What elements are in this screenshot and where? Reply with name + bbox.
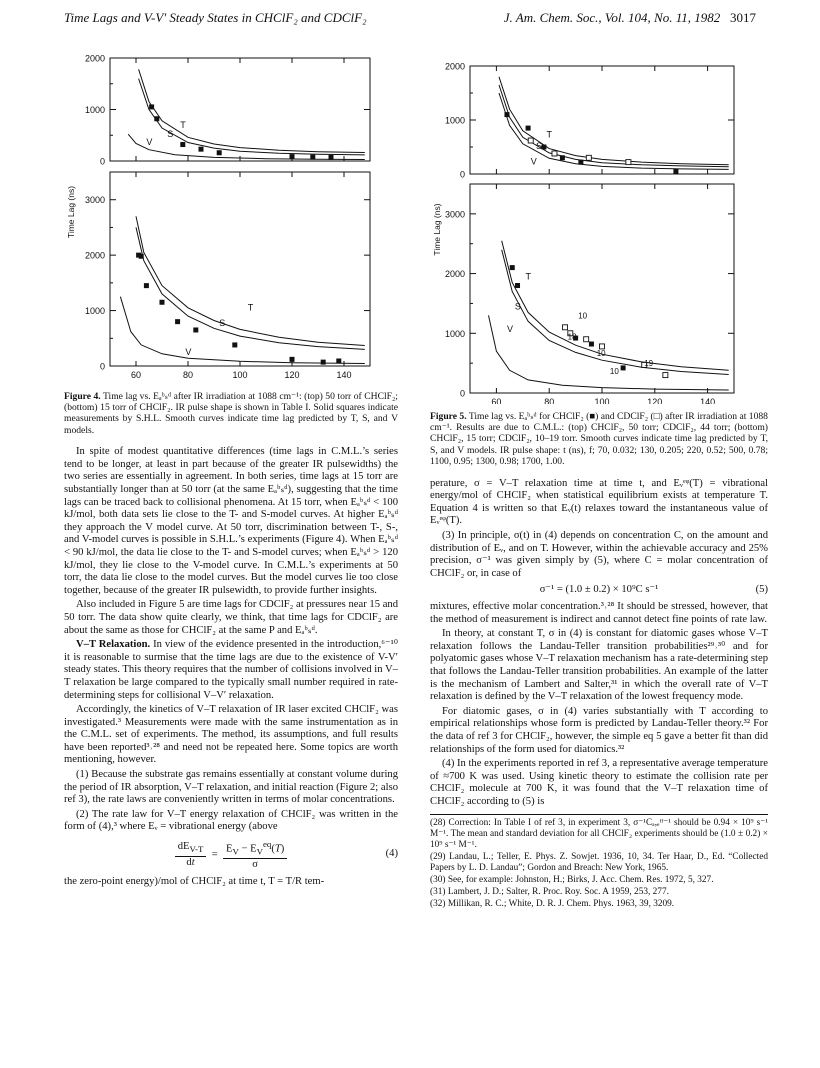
y-tick-label: 0 xyxy=(99,361,105,372)
data-point-filled xyxy=(139,254,144,259)
figure-4-label: Figure 4. xyxy=(64,390,101,402)
equation-body: σ⁻¹ = (1.0 ± 0.2) × 10⁹C s⁻¹ xyxy=(539,584,659,596)
running-header xyxy=(64,4,756,30)
model-curve-S xyxy=(499,85,729,167)
paragraph: (1) Because the substrate gas remains essentially at constant volume during the period of IR absorption, V–T relaxation, and initial reaction (Figure 2; also ref 3), the rate laws are conveniently written in terms of molar concentrations. xyxy=(64,769,398,806)
data-point-filled xyxy=(621,365,626,370)
model-curve-T xyxy=(502,241,729,371)
reference-item: (32) Millikan, R. C.; White, D. R. J. Chem. Phys. 1963, 39, 3209. xyxy=(430,899,675,910)
x-tick-label: 140 xyxy=(336,370,352,380)
paragraph: (3) In principle, σ(t) in (4) depends on concentration C, on the amount and distribution of Eᵥ, and on T. However, within the achievable accuracy and 25% precision, σ⁻¹ was given simply by (5), where C = molar concentration of CHClF₂ or, in case of xyxy=(430,530,768,579)
curve-label: 18 xyxy=(567,332,577,342)
curve-label: S xyxy=(536,141,543,152)
model-curve-S xyxy=(502,250,729,375)
y-tick-label: 2000 xyxy=(84,250,105,261)
plot-frame xyxy=(470,66,734,174)
data-point-open xyxy=(584,337,589,342)
curve-label: V xyxy=(185,346,192,357)
data-point-open xyxy=(563,325,568,330)
reference-item: (30) See, for example: Johnston, H.; Birks, J. Acc. Chem. Res. 1972, 5, 327. xyxy=(430,875,714,886)
curve-label: V xyxy=(530,156,537,167)
plot-panel-bottom xyxy=(85,172,370,372)
data-point-filled xyxy=(290,357,295,362)
figure-5-label: Figure 5. xyxy=(430,410,467,422)
model-curve-T xyxy=(139,69,365,152)
y-axis-label: Time Lag (ns) xyxy=(66,185,76,239)
paragraph: (4) In the experiments reported in ref 3, a representative average temperature of ≈700 K was used. Using kinetic theory to estimate the collision rate per CHClF₂ molecule at 700 K, it was found that the V–T relaxation time of CHClF₂ according to (5) is xyxy=(430,758,768,807)
paragraph: the zero-point energy)/mol of CHClF₂ at time t, T = T/R tem- xyxy=(64,875,325,887)
data-point-filled xyxy=(329,155,334,160)
x-tick-label: 140 xyxy=(700,397,716,404)
curve-label: T xyxy=(180,120,186,131)
paragraph: In spite of modest quantitative differences (time lags in C.M.L.’s series tend to be longer, at least in part because of the greater IR pulsewidths) the two series are essentially in agreement. In both series, time lags at 15 torr are substantially longer than at 50 torr (at the same Eₐᵇₛᵈ), suggesting that the time lags can be traced back to collisional phenomena. At 15 torr, when Eₐᵇₛᵈ < 100 kJ/mol, both data sets lie close to the T- and S-model curves. At higher Eₐᵇₛᵈ they approach the V model curve. At 50 torr, discrimination between T-, S-, and V-model curves is possible in S.H.L.’s experiments (Figure 4). When Eₐᵇₛᵈ < 90 kJ/mol, the data lie close to the T- and S-model curves; when Eₐᵇₛᵈ > 120 kJ/mol, they lie close to the V-model curve. In C.M.L.’s experiments at 50 torr, the data lie close to the model curves. But the model curves lie too close together, because of the greater IR pulsewidth, to provide further insights. xyxy=(64,446,398,596)
curve-label: S xyxy=(167,128,174,139)
data-point-filled xyxy=(336,359,341,364)
journal-citation: J. Am. Chem. Soc., Vol. 104, No. 11, 1982 xyxy=(503,10,721,25)
curve-label: 10 xyxy=(596,348,606,358)
x-tick-label: 100 xyxy=(594,397,610,404)
figure-4-caption xyxy=(64,391,398,437)
equation-rhs: $\frac{E_V - E_V^{eq}(T)}{\sigma}$ xyxy=(223,838,287,872)
paragraph-text: In view of the evidence presented in the introduction,⁶⁻¹⁰ it is reasonable to surmise that the time lags are due to the existence of V-V′ steady states. This theory requires that the number of collisions involved in V–T relaxation be large compared to the typically small number required in rate-determining steps for collisional V–V′ relaxation. xyxy=(64,639,399,701)
data-point-filled xyxy=(310,155,315,160)
y-tick-label: 1000 xyxy=(84,105,105,115)
data-point-filled xyxy=(589,342,594,347)
curve-label: 19 xyxy=(644,359,654,369)
y-tick-label: 2000 xyxy=(84,53,105,64)
model-curve-T xyxy=(499,77,729,165)
data-point-filled xyxy=(175,319,180,324)
y-tick-label: 1000 xyxy=(84,306,105,317)
data-point-open xyxy=(663,373,668,378)
data-point-filled xyxy=(180,142,185,147)
data-point-filled xyxy=(217,150,222,155)
header-title-left: Time Lags and V-V′ Steady States in CHClF₂ and CDClF₂ xyxy=(64,10,367,25)
curve-label: V xyxy=(146,137,153,148)
x-tick-label: 120 xyxy=(284,370,300,380)
data-point-filled xyxy=(160,300,165,305)
curve-label: S xyxy=(514,301,521,312)
plot-frame xyxy=(470,184,734,393)
data-point-filled xyxy=(193,327,198,332)
figure-5-caption xyxy=(430,411,768,468)
data-point-filled xyxy=(560,155,565,160)
y-tick-label: 1000 xyxy=(444,115,465,126)
right-column xyxy=(430,44,768,911)
curve-label: S xyxy=(219,318,226,329)
data-point-filled xyxy=(510,265,515,270)
data-point-filled xyxy=(541,145,546,150)
figure-5-caption-text: Time lag vs. Eₐᵇₛᵈ for CHClF₂ (■) and CDClF₂ (□) after IR irradiation at 1088 cm⁻¹. Results are due to C.M.L.: (top) CHClF₂, 50 torr; CDClF₂, 44 torr; (bottom) CHClF₂, 15 torr; CDClF₂, 10–19 torr. Smooth curves indicate time lag predicted by T, S, and V models. IR pulse shape: t (ns), f; 70, 0.032; 130, 0.205; 220, 0.52; 500, 0.78; 1100, 0.95; 1300, 0.98; 1700, 1.00. xyxy=(430,410,768,468)
y-tick-label: 1000 xyxy=(444,328,465,339)
paragraph: Accordingly, the kinetics of V–T relaxation of IR laser excited CHClF₂ was investigated.³ Measurements were made with the same instrumentation as in the C.M.L. set of experiments. The method, its assumptions, and full results have been reported³˒²⁸ and need not be repeated here. Some topics are worth mentioning, however. xyxy=(64,704,398,766)
plot-panel-top xyxy=(445,62,734,180)
curve-label: 10 xyxy=(578,311,588,321)
data-point-filled xyxy=(154,116,159,121)
equation-number: (4) xyxy=(385,848,398,860)
x-tick-label: 80 xyxy=(544,397,555,404)
paragraph: mixtures, effective molar concentration.³˒²⁸ It should be stressed, however, that the method of measurement is indirect and cannot detect fine points of rate law. xyxy=(430,600,768,625)
data-point-filled xyxy=(504,112,509,117)
data-point-filled xyxy=(515,283,520,288)
page-number: 3017 xyxy=(730,10,756,25)
paragraph: For diatomic gases, σ in (4) varies substantially with T according to empirical relationships whose form is predicted by Landau-Teller theory.³² For the data of ref 3 for CHClF₂, however, the simple eq 5 gave a better fit than did relationships of the form used for diatomics.³² xyxy=(430,705,768,755)
reference-item: (31) Lambert, J. D.; Salter, R. Proc. Roy. Soc. A 1959, 253, 277. xyxy=(430,887,669,898)
figure-4-caption-text: Time lag vs. Eₐᵇₛᵈ after IR irradiation at 1088 cm⁻¹: (top) 50 torr of CHClF₂; (bottom) 15 torr of CHClF₂. IR pulse shape is shown in Table I. Solid squares indicate measurements by S.H.L. Smooth curves indicate time lag predicted by T, S, and V models. xyxy=(64,390,398,436)
y-tick-label: 3000 xyxy=(444,209,465,220)
model-curve-V xyxy=(489,315,729,390)
data-point-filled xyxy=(321,360,326,365)
plot-panel-top xyxy=(85,54,370,167)
data-point-filled xyxy=(144,283,149,288)
paragraph: Also included in Figure 5 are time lags for CDClF₂ at pressures near 15 and 50 torr. The data show quite clearly, we think, that time lags for CDClF₂ are about the same as those for CHClF₂ at the same P and Eₐᵇₛᵈ. xyxy=(64,599,398,636)
paragraph: perature, σ = V–T relaxation time at time t, and Eᵥᵉᵠ(T) = vibrational energy/mol of CHClF₂ when statistical equilibrium exists at temperature T. Equation 4 is written so that Eᵥ(t) relaxes toward the instantaneous value of Eᵥᵉᵠ(T). xyxy=(430,477,768,527)
curve-label: V xyxy=(506,324,513,335)
data-point-open xyxy=(552,151,557,156)
model-curve-S xyxy=(139,79,365,155)
x-tick-label: 60 xyxy=(491,397,502,404)
curve-label: T xyxy=(546,129,553,140)
equation-5 xyxy=(430,584,768,597)
figure-5-plot xyxy=(430,44,768,404)
equation-4: $\frac{dE_{V-T}}{dt}$ = $\frac{E_V - E_V^{eq}(T)}{\sigma}$ (4) xyxy=(64,838,398,872)
x-tick-label: 100 xyxy=(232,370,248,380)
x-axis-label xyxy=(214,382,267,384)
model-curve-T xyxy=(136,216,365,345)
data-point-filled xyxy=(673,169,678,174)
paragraph xyxy=(64,639,398,702)
data-point-filled xyxy=(526,126,531,131)
data-point-filled xyxy=(578,160,583,165)
equation-number: (5) xyxy=(755,584,768,596)
data-point-filled xyxy=(290,154,295,159)
data-point-open xyxy=(528,138,533,143)
curve-label: 10 xyxy=(609,366,619,376)
paragraph: In theory, at constant T, σ in (4) is constant for diatomic gases whose V–T relaxation follows the Landau-Teller transition probabilities²⁹˒³⁰ and for polyatomic gases whose V–T relaxation mechanism has a rate-determining step that follows the Landau-Teller transition probabilities. An example of the latter is the mechanism of Lambert and Salter,³¹ in which the overall rate of V–T relaxation is defined by the V–T relaxation of the lowest frequency mode. xyxy=(430,628,768,703)
y-tick-label: 0 xyxy=(99,156,105,167)
x-tick-label: 120 xyxy=(647,397,663,404)
reference-item: (28) Correction: In Table I of ref 3, in experiment 3, σ⁻¹Cₐ,ₑᶠᶠ⁻¹ should be 0.94 × 10⁹ s⁻¹ M⁻¹. The mean and standard deviation for all CHClF₂ experiments should be (1.0 ± 0.2) × 10⁹ s⁻¹ M⁻¹. xyxy=(430,818,768,851)
x-tick-label: 80 xyxy=(182,370,194,380)
data-point-filled xyxy=(149,104,154,109)
footnotes xyxy=(430,814,768,910)
curve-label: T xyxy=(525,271,531,282)
figure-4-plot xyxy=(64,44,398,384)
plot-frame xyxy=(110,172,370,366)
paragraph: (2) The rate law for V–T energy relaxation of CHClF₂ was written in the form of (4),³ where Eᵥ = vibrational energy (above xyxy=(64,808,398,833)
header-title-right xyxy=(504,10,756,26)
left-column xyxy=(64,44,398,890)
reference-item: (29) Landau, L.; Teller, E. Phys. Z. Sowjet. 1936, 10, 34. Ter Haar, D., Ed. “Collected Papers by L. D. Landau”; Gordon and Breach: New York, 1965. xyxy=(430,852,768,874)
data-point-open xyxy=(626,160,631,165)
equation-lhs: $\frac{dE_{V-T}}{dt}$ xyxy=(175,841,207,869)
y-axis-label: Time Lag (ns) xyxy=(432,203,442,256)
data-point-open xyxy=(586,155,591,160)
curve-label: T xyxy=(247,302,254,313)
plot-panel-bottom xyxy=(445,184,734,399)
data-point-filled xyxy=(232,342,237,347)
data-point-filled xyxy=(199,147,204,152)
y-tick-label: 2000 xyxy=(444,269,465,280)
y-tick-label: 3000 xyxy=(84,195,105,206)
section-heading: V–T Relaxation. xyxy=(76,639,151,651)
y-tick-label: 2000 xyxy=(444,61,465,72)
y-tick-label: 0 xyxy=(459,169,465,180)
x-tick-label: 60 xyxy=(130,370,142,380)
y-tick-label: 0 xyxy=(459,388,465,399)
